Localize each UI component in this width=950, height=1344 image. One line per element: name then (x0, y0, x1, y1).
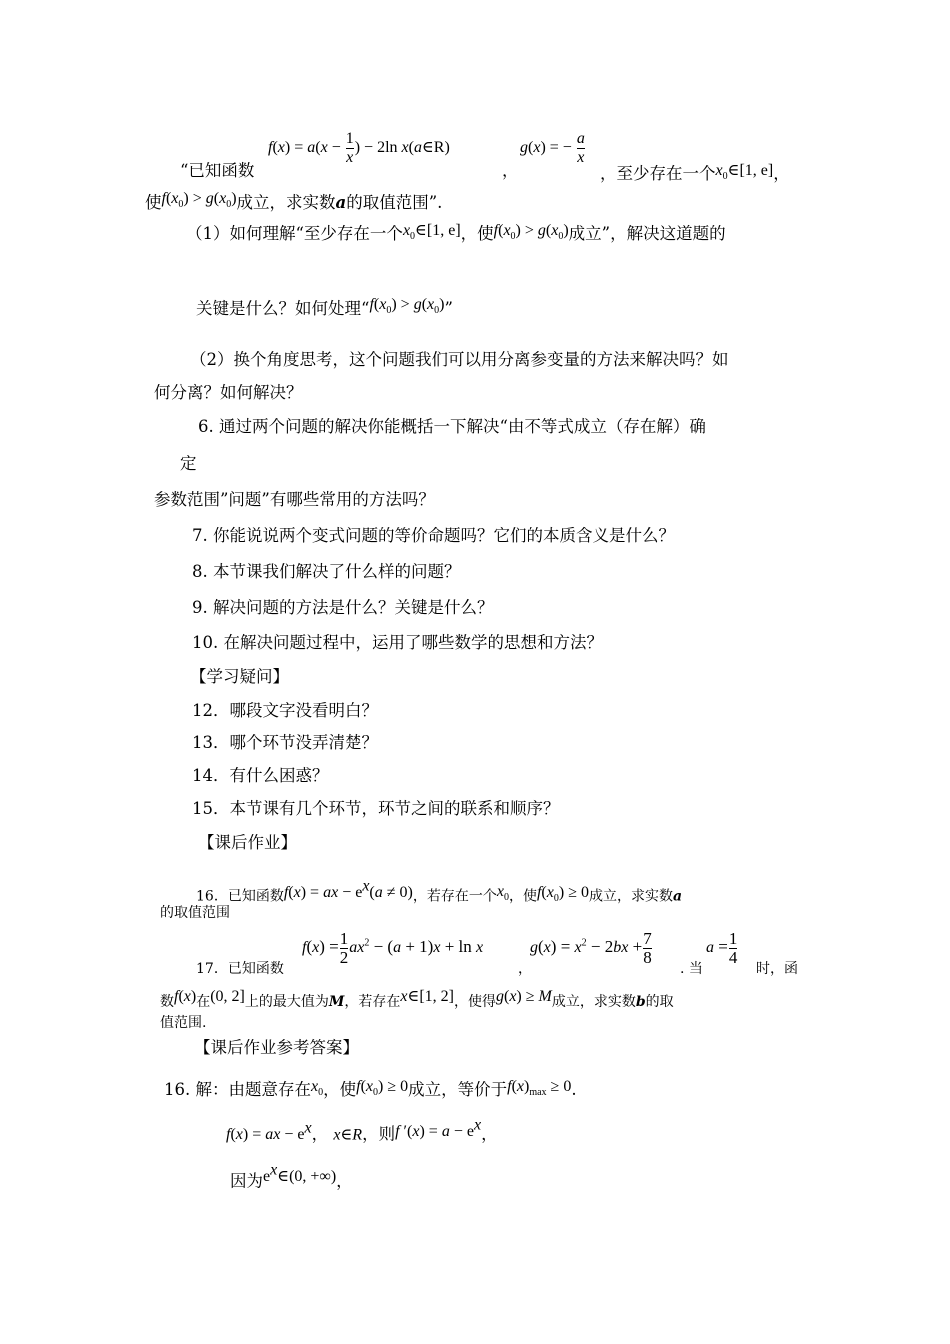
hw17-line-1-dang: . 当 (680, 961, 703, 977)
q1-line-1: （1）如何理解“至少存在一个$x_0\in[1$, e]，使$f(x_0) > g(x_0)$成立”，解决这道题的 (186, 222, 726, 243)
q2-line-1: （2）换个角度思考，这个问题我们可以用分离参变量的方法来解决吗？如 (190, 350, 729, 369)
intro-line-1b: ， (502, 161, 519, 180)
hw17-line-2: 数f(x)在(0, 2]上的最大值为M，若存在x∈[1, 2]，使得g(x) ≥ M成立，求实数b的取 (160, 988, 674, 1010)
ans16-line-1: 16. 解：由题意存在$x_0$，使$f(x_0) \ge 0$成立，等价于$f(x)_{max} \ge 0$. (164, 1078, 577, 1099)
hw16-line-1: 16．已知函数f(x) = ax − $e^x(a \ne 0)$，若存在一个$x_0$，使$f(x_0) \ge 0$成立，求实数a (196, 878, 683, 905)
hw17-formula-g: $g(x) = x^2 - 2bx$ + $\frac{7}{8}$ (530, 929, 652, 967)
hw17-line-3: 值范围. (160, 1015, 207, 1031)
q6-line-3: 参数范围”问题”有哪些常用的方法吗？ (154, 490, 435, 509)
hw17-line-1-end: 时，函 (756, 961, 798, 977)
x0-range: $x_0\in[1$, e] (715, 162, 774, 183)
ans16-line-3: 因为$e^x\in(0$, +∞)， (230, 1162, 353, 1191)
inequality: $f(x_0) > g(x_0)$ (161, 190, 237, 211)
homework-heading: 【课后作业】 (198, 833, 297, 852)
intro-line-1c: ，至少存在一个$x_0\in[1$, e]， (600, 162, 790, 183)
q10: 10. 在解决问题过程中，运用了哪些数学的思想和方法？ (192, 633, 603, 652)
q9: 9. 解决问题的方法是什么？关键是什么？ (192, 598, 494, 617)
doubts-heading: 【学习疑问】 (190, 667, 289, 686)
f-definition: f(x) = a(x − $\frac{1}{x}$ ) − 2ln x(a∈R) (268, 130, 450, 166)
q12: 12．哪段文字没看明白？ (192, 701, 378, 720)
hw17-line-1: 17．已知函数 (196, 961, 284, 977)
q6-line-2: 定 (180, 454, 197, 473)
hw17-formula-a: a = $\frac{1}{4}$ (706, 929, 738, 967)
q1-line-2: 关键是什么？如何处理“$f(x_0) > g(x_0)$” (196, 296, 453, 318)
q15: 15．本节课有几个环节，环节之间的联系和顺序？ (192, 799, 560, 818)
intro-line-2: 使$f(x_0) > g(x_0)$成立，求实数a的取值范围”. (145, 190, 443, 212)
intro-line-1 (180, 160, 254, 182)
q7: 7. 你能说说两个变式问题的等价命题吗？它们的本质含义是什么？ (192, 526, 675, 545)
hw16-f: f(x) = ax − $e^x(a \ne 0)$ (283, 878, 413, 902)
hw17-formula-f: f(x) = $\frac{1}{2}$ $ax^2 - (a + 1)x + \ln x$ (302, 929, 484, 967)
q2-line-2: 何分离？如何解决？ (154, 383, 303, 402)
hw16-line-2: 的取值范围 (160, 905, 230, 921)
ans16-line-2: f(x) = ax − $e^x$， x∈R，则f $'(x) = a - e^x$， (226, 1117, 498, 1144)
answers-heading: 【课后作业参考答案】 (194, 1038, 359, 1057)
intro-prefix: “已知函数 (180, 161, 255, 180)
q8: 8. 本节课我们解决了什么样的问题？ (192, 562, 461, 581)
q13: 13．哪个环节没弄清楚？ (192, 733, 378, 752)
q14: 14．有什么困惑？ (192, 766, 329, 785)
intro-g-formula (520, 130, 586, 167)
hw17-line-1-sep: ， (518, 961, 532, 977)
intro-formulas-line (268, 130, 450, 167)
q6-line-1: 6. 通过两个问题的解决你能概括一下解决“由不等式成立（存在解）确 (198, 417, 706, 436)
g-definition: g(x) = − $\frac{a}{x}$ (520, 130, 585, 166)
